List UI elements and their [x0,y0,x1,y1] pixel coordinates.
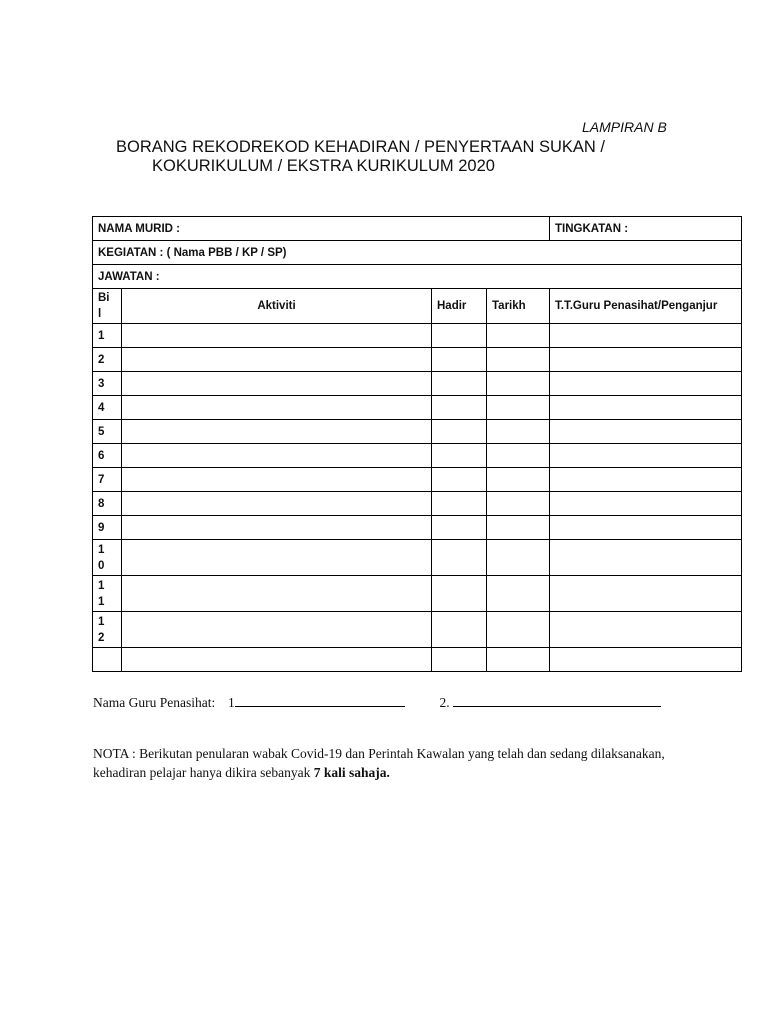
row-bil-cell [93,540,122,576]
row-number: 1 [98,329,105,342]
row-tt-guru-cell[interactable] [550,420,742,444]
row-aktiviti-cell[interactable] [122,444,432,468]
row-tarikh-cell[interactable] [487,420,550,444]
row-aktiviti-cell[interactable] [122,540,432,576]
nota-text: NOTA : Berikutan penularan wabak Covid-19 dan Perintah Kawalan yang telah dan sedang dilaksanakan, kehadiran pelajar hanya dikira sebanyak [93,746,665,780]
table-row [93,444,742,468]
row-hadir-cell[interactable] [432,444,487,468]
row-tt-guru-cell[interactable] [550,612,742,648]
row-bil-cell [93,444,122,468]
row-hadir-cell[interactable] [432,648,487,672]
row-aktiviti-cell[interactable] [122,372,432,396]
lampiran-label: LAMPIRAN B [582,119,667,135]
row-aktiviti-cell[interactable] [122,516,432,540]
row-aktiviti-cell[interactable] [122,324,432,348]
nota-paragraph [93,744,713,782]
guru-1-signature-line[interactable] [235,692,405,707]
row-number: 1 2 [98,615,105,644]
jawatan-field[interactable]: JAWATAN : [93,265,742,289]
table-row [93,516,742,540]
row-hadir-cell[interactable] [432,576,487,612]
row-tarikh-cell[interactable] [487,576,550,612]
row-tt-guru-cell[interactable] [550,492,742,516]
row-bil-cell [93,648,122,672]
row-aktiviti-cell[interactable] [122,468,432,492]
row-tarikh-cell[interactable] [487,612,550,648]
row-tt-guru-cell[interactable] [550,576,742,612]
column-header-tt-guru: T.T.Guru Penasihat/Penganjur [550,289,742,324]
guru-2-number: 2. [439,695,450,710]
row-tarikh-cell[interactable] [487,396,550,420]
row-hadir-cell[interactable] [432,516,487,540]
table-row [93,540,742,576]
row-aktiviti-cell[interactable] [122,612,432,648]
row-tarikh-cell[interactable] [487,372,550,396]
row-hadir-cell[interactable] [432,468,487,492]
row-tt-guru-cell[interactable] [550,540,742,576]
form-title-line-2: KOKURIKULUM / EKSTRA KURIKULUM 2020 [152,157,495,175]
row-bil-cell [93,372,122,396]
table-row [93,492,742,516]
row-tt-guru-cell[interactable] [550,324,742,348]
table-row [93,648,742,672]
row-tarikh-cell[interactable] [487,324,550,348]
row-bil-cell [93,348,122,372]
table-row [93,420,742,444]
row-tt-guru-cell[interactable] [550,516,742,540]
row-number: 1 0 [98,543,105,572]
column-header-bil [93,289,122,324]
row-tarikh-cell[interactable] [487,540,550,576]
row-hadir-cell[interactable] [432,420,487,444]
row-bil-cell [93,576,122,612]
row-hadir-cell[interactable] [432,492,487,516]
guru-2-signature-line[interactable] [453,692,661,707]
row-number: 8 [98,497,105,510]
column-header-tarikh: Tarikh [487,289,550,324]
table-row [93,324,742,348]
row-hadir-cell[interactable] [432,372,487,396]
row-hadir-cell[interactable] [432,396,487,420]
guru-1-number: 1 [227,695,235,710]
row-tarikh-cell[interactable] [487,348,550,372]
row-hadir-cell[interactable] [432,612,487,648]
row-tarikh-cell[interactable] [487,468,550,492]
row-bil-cell [93,612,122,648]
row-tarikh-cell[interactable] [487,516,550,540]
row-bil-cell [93,324,122,348]
row-tt-guru-cell[interactable] [550,648,742,672]
guru-penasihat-label: Nama Guru Penasihat: [93,695,216,710]
row-bil-cell [93,396,122,420]
row-tt-guru-cell[interactable] [550,468,742,492]
table-row [93,468,742,492]
row-bil-cell [93,492,122,516]
tingkatan-field[interactable]: TINGKATAN : [550,217,742,241]
nama-murid-field[interactable]: NAMA MURID : [93,217,550,241]
row-number: 1 1 [98,579,105,608]
row-number: 5 [98,425,105,438]
row-tarikh-cell[interactable] [487,492,550,516]
row-tarikh-cell[interactable] [487,444,550,468]
form-title-line-1: BORANG REKODREKOD KEHADIRAN / PENYERTAAN SUKAN / [116,138,605,156]
column-header-aktiviti: Aktiviti [122,289,432,324]
guru-penasihat-line [93,692,661,711]
row-number: 3 [98,377,105,390]
row-aktiviti-cell[interactable] [122,648,432,672]
row-tarikh-cell[interactable] [487,648,550,672]
row-tt-guru-cell[interactable] [550,372,742,396]
attendance-table [92,216,742,672]
bil-label: Bi l [98,292,110,320]
row-bil-cell [93,420,122,444]
row-hadir-cell[interactable] [432,324,487,348]
row-aktiviti-cell[interactable] [122,396,432,420]
row-aktiviti-cell[interactable] [122,348,432,372]
row-number: 6 [98,449,105,462]
row-aktiviti-cell[interactable] [122,492,432,516]
row-aktiviti-cell[interactable] [122,576,432,612]
nota-bold-text: 7 kali sahaja. [313,765,390,780]
row-aktiviti-cell[interactable] [122,420,432,444]
table-row [93,396,742,420]
row-hadir-cell[interactable] [432,540,487,576]
row-number: 9 [98,521,105,534]
row-bil-cell [93,516,122,540]
column-header-hadir: Hadir [432,289,487,324]
row-tt-guru-cell[interactable] [550,396,742,420]
table-row [93,612,742,648]
row-tt-guru-cell[interactable] [550,348,742,372]
row-number: 7 [98,473,105,486]
row-number: 2 [98,353,105,366]
row-bil-cell [93,468,122,492]
table-row [93,576,742,612]
row-number: 4 [98,401,105,414]
row-tt-guru-cell[interactable] [550,444,742,468]
kegiatan-field[interactable]: KEGIATAN : ( Nama PBB / KP / SP) [93,241,742,265]
row-hadir-cell[interactable] [432,348,487,372]
table-row [93,348,742,372]
table-row [93,372,742,396]
